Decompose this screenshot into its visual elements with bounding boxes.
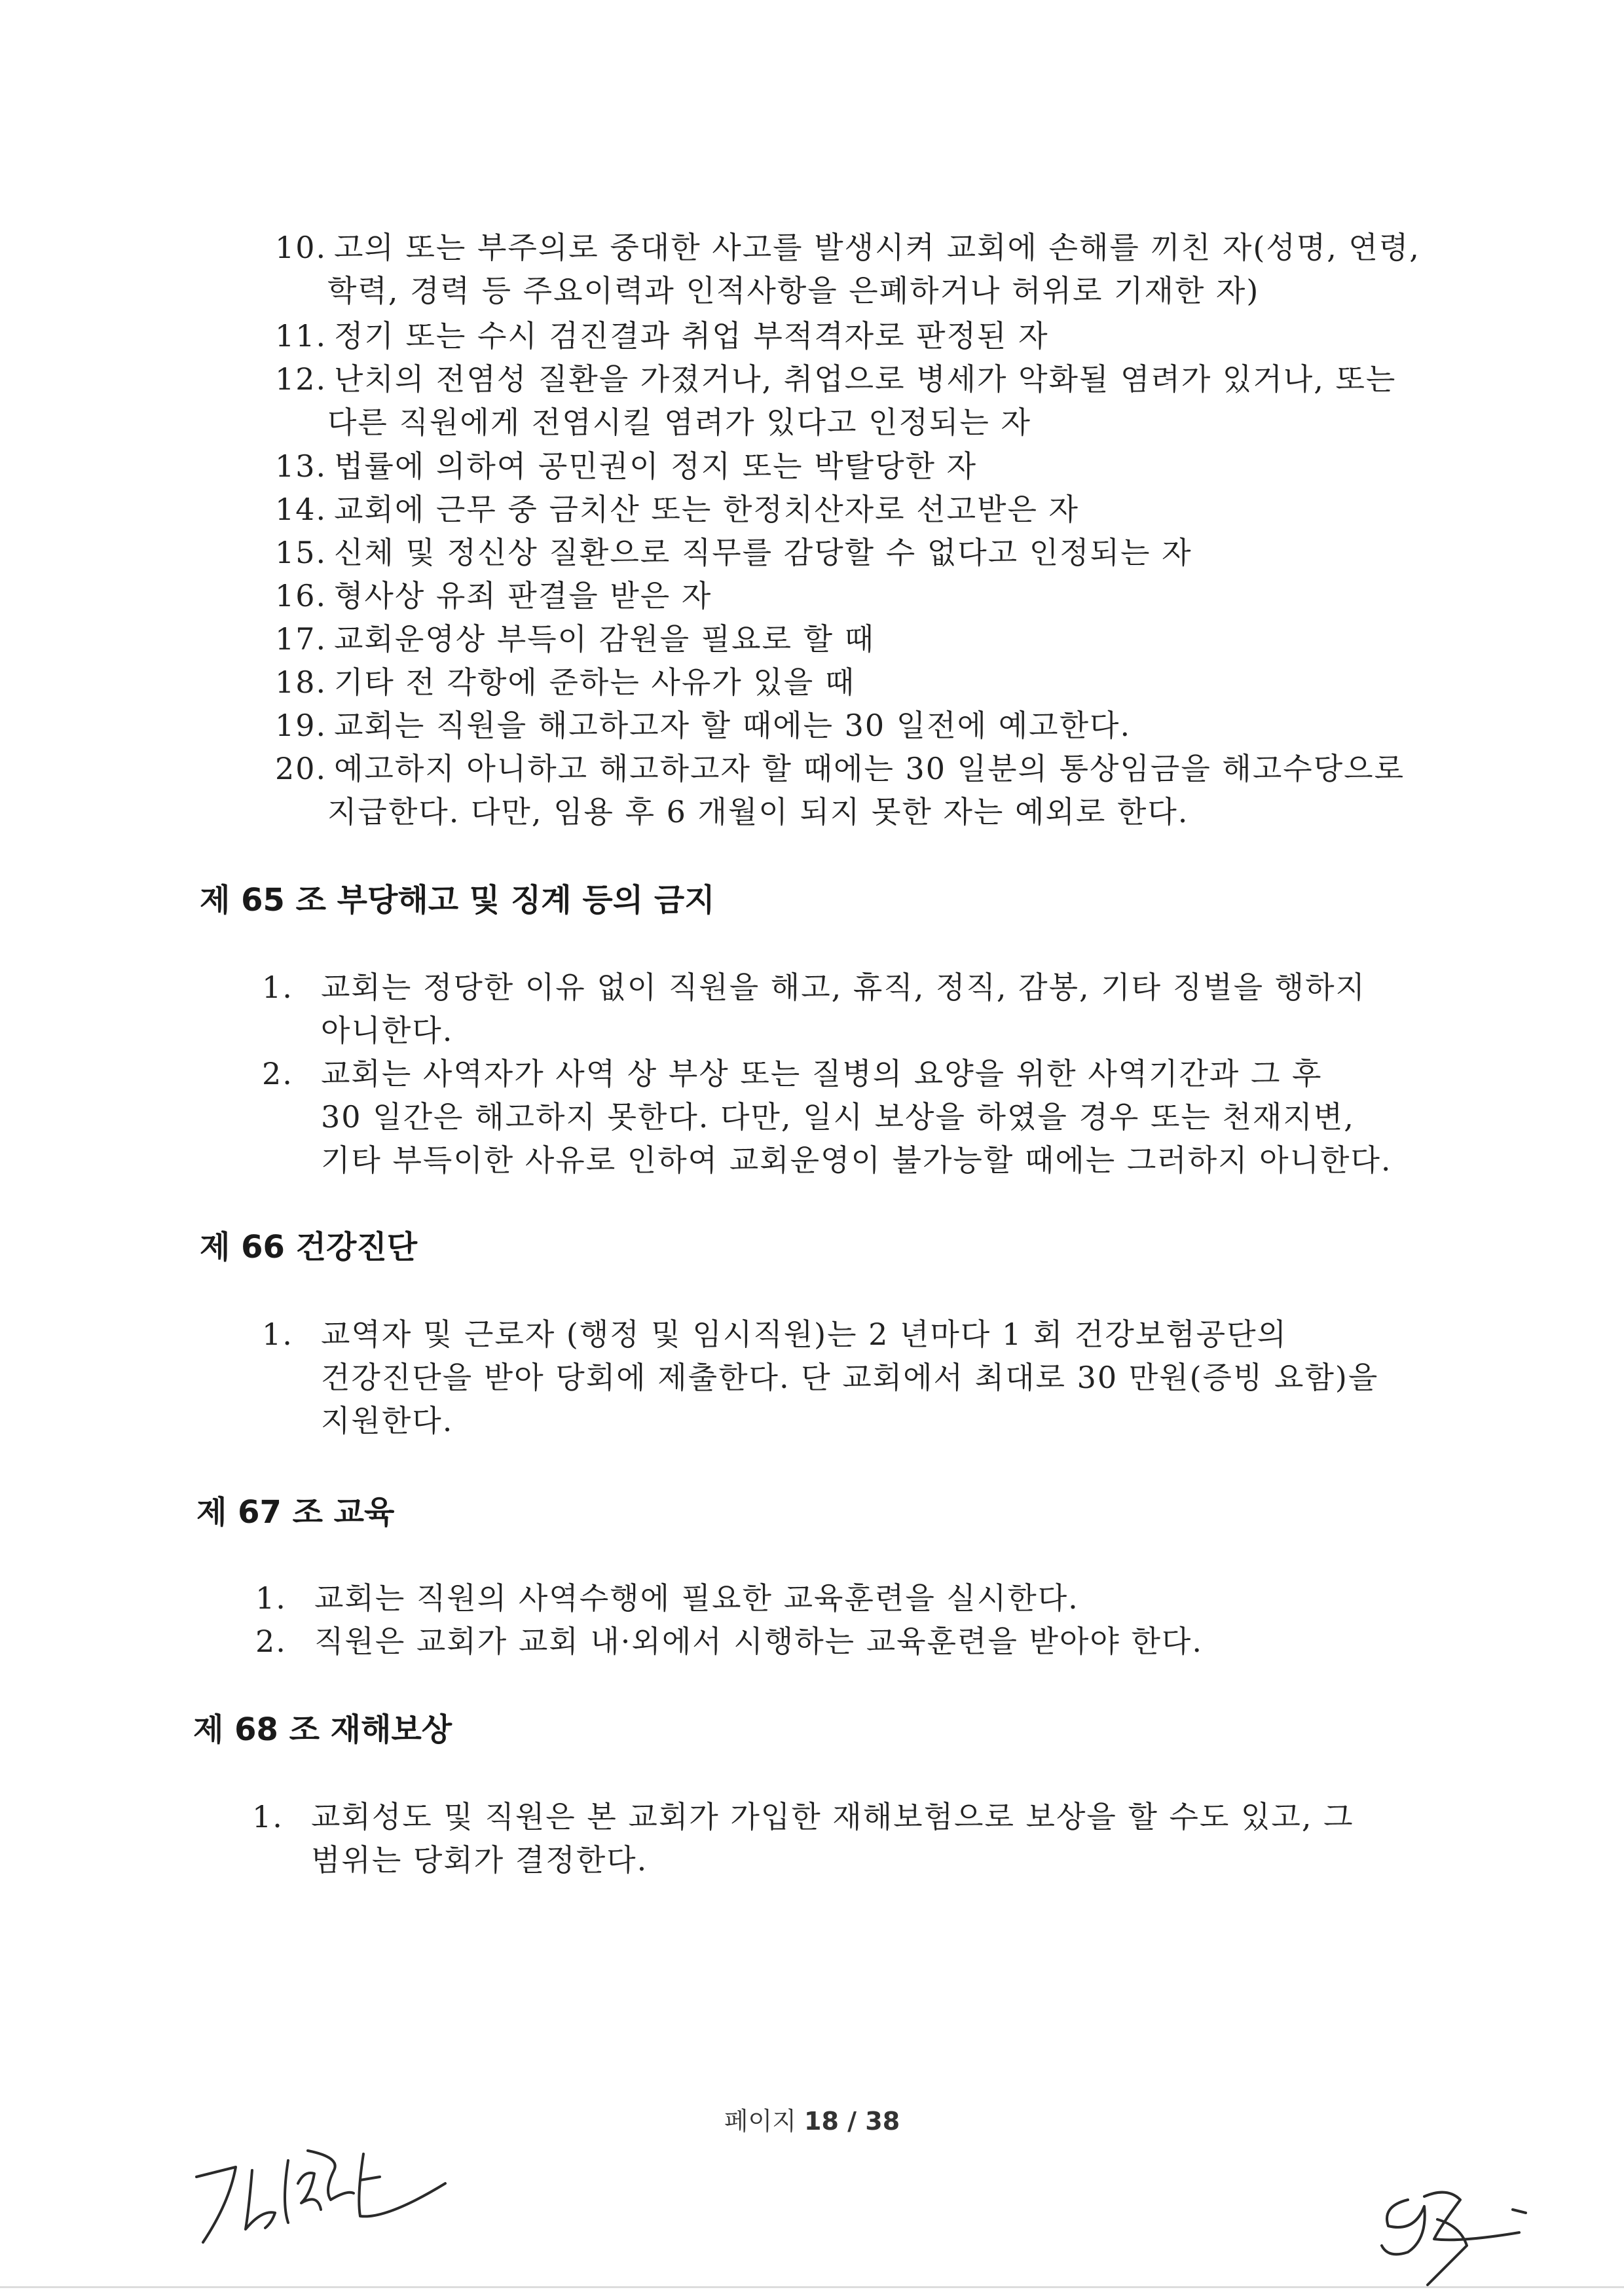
item-text: 직원은 교회가 교회 내·외에서 시행하는 교육훈련을 받아야 한다.: [314, 1624, 1203, 1659]
item-number: 1.: [255, 1580, 287, 1616]
signature-left: [190, 2131, 465, 2249]
item-text-continued: 지원한다.: [321, 1403, 454, 1438]
item-number: 18.: [275, 665, 327, 700]
item-text: 정기 또는 수시 검진결과 취업 부적격자로 판정된 자: [334, 318, 1049, 354]
section-heading-68: 제 68 조 재해보상: [193, 1711, 452, 1748]
item-text-continued: 학력, 경력 등 주요이력과 인적사항을 은폐하거나 허위로 기재한 자): [327, 273, 1260, 308]
item-text: 형사상 유죄 판결을 받은 자: [334, 578, 712, 613]
item-text: 교역자 및 근로자 (행정 및 임시직원)는 2 년마다 1 회 건강보험공단의: [321, 1317, 1287, 1352]
item-number: 16.: [275, 578, 327, 613]
item-text: 신체 및 정신상 질환으로 직무를 감당할 수 없다고 인정되는 자: [334, 535, 1192, 570]
item-number: 13.: [275, 448, 327, 484]
item-text: 교회는 정당한 이유 없이 직원을 해고, 휴직, 정직, 감봉, 기타 징벌을 행하지: [321, 970, 1366, 1005]
item-text: 기타 전 각항에 준하는 사유가 있을 때: [334, 665, 856, 700]
item-number: 17.: [275, 621, 327, 657]
item-text: 교회는 직원의 사역수행에 필요한 교육훈련을 실시한다.: [314, 1580, 1079, 1616]
item-text: 교회는 직원을 해고하고자 할 때에는 30 일전에 예고한다.: [334, 708, 1132, 743]
item-text: 난치의 전염성 질환을 가졌거나, 취업으로 병세가 악화될 염려가 있거나, 또는: [334, 361, 1397, 397]
page-number: 18 / 38: [804, 2107, 900, 2136]
item-text-continued: 다른 직원에게 전염시킬 염려가 있다고 인정되는 자: [327, 405, 1031, 440]
signature-right: [1362, 2180, 1578, 2291]
item-text-continued: 건강진단을 받아 당회에 제출한다. 단 교회에서 최대로 30 만원(증빙 요함)을: [321, 1360, 1379, 1395]
item-text: 교회에 근무 중 금치산 또는 한정치산자로 선고받은 자: [334, 492, 1079, 527]
item-text: 교회는 사역자가 사역 상 부상 또는 질병의 요양을 위한 사역기간과 그 후: [321, 1056, 1323, 1091]
item-text: 법률에 의하여 공민권이 정지 또는 박탈당한 자: [334, 448, 978, 484]
item-number: 2.: [262, 1056, 293, 1091]
item-number: 1.: [252, 1799, 284, 1834]
item-text-continued: 기타 부득이한 사유로 인하여 교회운영이 불가능할 때에는 그러하지 아니한다.: [321, 1142, 1392, 1178]
item-number: 20.: [275, 751, 327, 786]
item-text-continued: 30 일간은 해고하지 못한다. 다만, 일시 보상을 하였을 경우 또는 천재지변,: [321, 1099, 1355, 1135]
section-heading-67: 제 67 조 교육: [196, 1494, 395, 1531]
bottom-edge-line: [0, 2286, 1624, 2288]
item-text: 교회성도 및 직원은 본 교회가 가입한 재해보험으로 보상을 할 수도 있고, 그: [311, 1799, 1354, 1834]
item-number: 14.: [275, 492, 327, 527]
item-number: 1.: [262, 970, 293, 1005]
section-heading-66: 제 66 건강진단: [200, 1229, 418, 1266]
item-number: 19.: [275, 708, 327, 743]
page-label: 페이지: [724, 2107, 805, 2136]
item-text-continued: 범위는 당회가 결정한다.: [311, 1842, 648, 1878]
item-number: 10.: [275, 230, 327, 265]
item-number: 1.: [262, 1317, 293, 1352]
item-text: 교회운영상 부득이 감원을 필요로 할 때: [334, 621, 876, 657]
item-text: 고의 또는 부주의로 중대한 사고를 발생시켜 교회에 손해를 끼친 자(성명, 연령,: [334, 230, 1420, 265]
item-text-continued: 지급한다. 다만, 임용 후 6 개월이 되지 못한 자는 예외로 한다.: [327, 794, 1189, 829]
item-number: 2.: [255, 1624, 287, 1659]
item-number: 15.: [275, 535, 327, 570]
item-text-continued: 아니한다.: [321, 1013, 454, 1048]
item-text: 예고하지 아니하고 해고하고자 할 때에는 30 일분의 통상임금을 해고수당으로: [334, 751, 1405, 786]
section-heading-65: 제 65 조 부당해고 및 징계 등의 금지: [200, 882, 715, 919]
item-number: 11.: [275, 318, 327, 354]
item-number: 12.: [275, 361, 327, 397]
